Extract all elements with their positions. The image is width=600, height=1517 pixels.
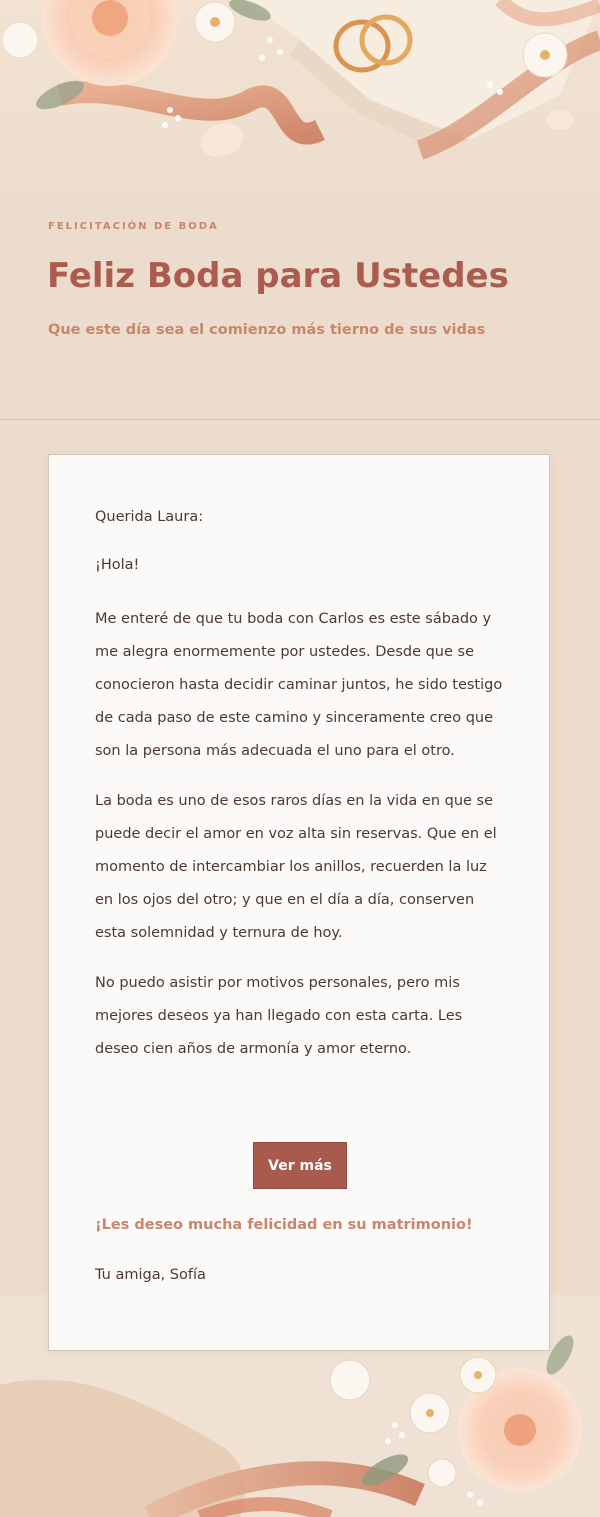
ver-mas-button[interactable]: Ver más [253, 1142, 347, 1189]
header-divider [0, 419, 600, 420]
letter-card [48, 454, 550, 1351]
letter-paragraph: Me enteré de que tu boda con Carlos es este sábado y me alegra enormemente por ustedes. Desde que se conocieron hasta decidir caminar juntos, he sido testigo de cada paso de este camino y sinceramente creo que son la persona más adecuada el uno para el otro. [95, 611, 503, 759]
page-title: Feliz Boda para Ustedes [47, 256, 509, 296]
eyebrow-label: FELICITACIÓN DE BODA [48, 221, 219, 232]
letter-paragraph: La boda es uno de esos raros días en la vida en que se puede decir el amor en voz alta sin reservas. Que en el momento de intercambiar los anillos, recuerden la luz en los ojos del otro; y que en el día a día, conserven esta solemnidad y ternura de hoy. [95, 793, 497, 941]
signature: Tu amiga, Sofía [95, 1267, 206, 1283]
letter-greeting: Querida Laura: [95, 509, 204, 525]
letter-hello: ¡Hola! [95, 557, 140, 573]
letter-body [95, 507, 505, 1083]
closing-wish: ¡Les deseo mucha felicidad en su matrimonio! [95, 1217, 473, 1233]
hero-floral-image [0, 0, 600, 215]
letter-paragraph: No puedo asistir por motivos personales, pero mis mejores deseos ya han llegado con esta carta. Les deseo cien años de armonía y amor eterno. [95, 975, 463, 1057]
page-subtitle: Que este día sea el comienzo más tierno de sus vidas [48, 322, 486, 338]
